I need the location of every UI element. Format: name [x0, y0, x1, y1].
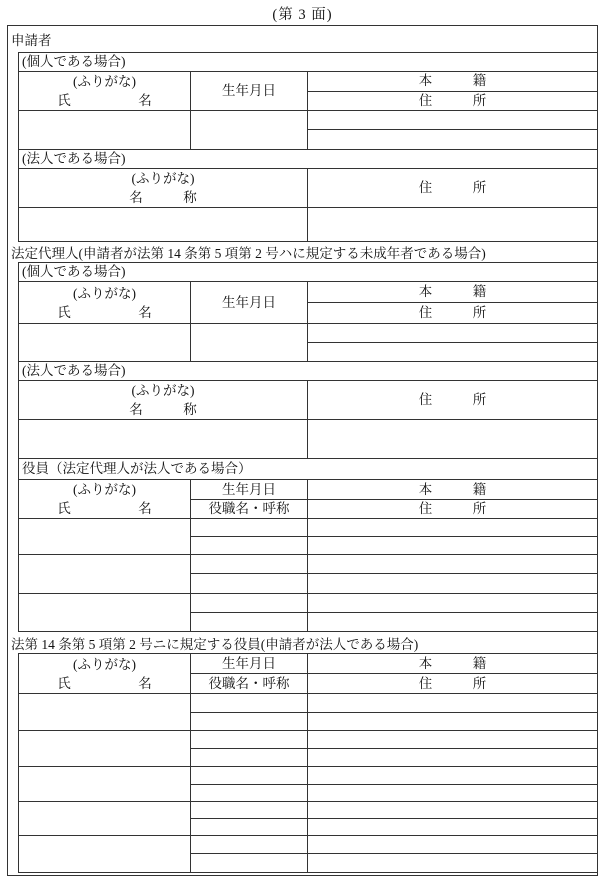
furigana-label: (ふりがな): [73, 482, 136, 497]
person-name-label: 氏 名: [57, 675, 152, 691]
domicile-entry-cell: [308, 594, 598, 613]
corp-name-label: 名 称: [129, 402, 197, 417]
domicile-header-cell: 本 籍: [308, 480, 598, 500]
position-entry-cell: [191, 749, 308, 767]
domicile-header-cell: 本 籍: [308, 72, 598, 92]
legal-rep-table: [18, 262, 598, 632]
domicile-entry-cell: [308, 111, 598, 130]
address-entry-cell: [308, 130, 598, 150]
address-entry-cell: [308, 819, 598, 836]
domicile-entry-cell: [308, 555, 598, 574]
address-entry-cell: [308, 854, 598, 873]
domicile-entry-cell: [308, 324, 598, 343]
address-entry-cell: [308, 613, 598, 632]
address-entry-cell: [308, 574, 598, 594]
person-name-header-cell: [19, 72, 191, 111]
officer-name-entry-cell: [19, 836, 191, 873]
corp-name-entry-cell: [19, 208, 308, 242]
domicile-header-cell: 本 籍: [308, 282, 598, 303]
address-header-cell: 住 所: [308, 674, 598, 694]
address-entry-cell: [308, 537, 598, 555]
birth-date-header-cell: 生年月日: [191, 72, 308, 111]
corp-name-header-cell: [19, 169, 308, 208]
officer-name-entry-cell: [19, 555, 191, 594]
officer-name-entry-cell: [19, 802, 191, 836]
individual-case-label: (個人である場合): [19, 263, 598, 282]
address-entry-cell: [308, 420, 598, 459]
corp-name-entry-cell: [19, 420, 308, 459]
address-entry-cell: [308, 713, 598, 731]
address-entry-cell: [308, 343, 598, 362]
person-name-label: 氏 名: [57, 304, 152, 320]
birth-date-header-cell: 生年月日: [191, 282, 308, 324]
birth-date-entry-cell: [191, 836, 308, 854]
furigana-label: (ふりがな): [131, 383, 195, 398]
officer-name-entry-cell: [19, 519, 191, 555]
article14-section-title: 法第 14 条第 5 項第 2 号ニに規定する役員(申請者が法人である場合): [11, 636, 419, 652]
address-header-cell: 住 所: [308, 91, 598, 111]
address-entry-cell: [308, 749, 598, 767]
domicile-entry-cell: [308, 802, 598, 819]
address-header-cell: 住 所: [308, 303, 598, 324]
birth-date-entry-cell: [191, 111, 308, 150]
position-entry-cell: [191, 613, 308, 632]
furigana-label: (ふりがな): [73, 285, 136, 301]
position-entry-cell: [191, 785, 308, 802]
birth-date-entry-cell: [191, 555, 308, 574]
domicile-entry-cell: [308, 519, 598, 537]
furigana-label: (ふりがな): [131, 171, 195, 186]
address-header-cell: 住 所: [308, 381, 598, 420]
position-entry-cell: [191, 574, 308, 594]
officer-name-entry-cell: [19, 731, 191, 767]
legal-rep-section-title: 法定代理人(申請者が法第 14 条第 5 項第 2 号ハに規定する未成年者である場合): [11, 246, 486, 261]
birth-date-entry-cell: [191, 594, 308, 613]
position-entry-cell: [191, 713, 308, 731]
form-outer-frame: [7, 25, 598, 876]
domicile-header-cell: 本 籍: [308, 654, 598, 674]
applicant-table: [18, 52, 598, 242]
address-entry-cell: [308, 208, 598, 242]
domicile-entry-cell: [308, 836, 598, 854]
birth-date-entry-cell: [191, 519, 308, 537]
birth-date-header-cell: 生年月日: [191, 654, 308, 674]
officer-name-entry-cell: [19, 767, 191, 802]
corp-name-label: 名 称: [129, 190, 197, 205]
person-name-header-cell: [19, 282, 191, 324]
domicile-entry-cell: [308, 731, 598, 749]
person-name-entry-cell: [19, 111, 191, 150]
domicile-entry-cell: [308, 694, 598, 713]
corporate-case-label: (法人である場合): [19, 362, 598, 381]
page-title: (第 3 面): [272, 7, 333, 23]
officer-name-header-cell: [19, 654, 191, 694]
position-header-cell: 役職名・呼称: [191, 674, 308, 694]
furigana-label: (ふりがな): [73, 656, 136, 672]
position-header-cell: 役職名・呼称: [191, 500, 308, 519]
person-name-entry-cell: [19, 324, 191, 362]
corp-name-header-cell: [19, 381, 308, 420]
domicile-entry-cell: [308, 767, 598, 785]
birth-date-entry-cell: [191, 694, 308, 713]
rep-officers-label: 役員（法定代理人が法人である場合）: [19, 459, 598, 480]
article14-officers-table: [18, 653, 598, 873]
person-name-label: 氏 名: [57, 93, 152, 108]
birth-date-entry-cell: [191, 324, 308, 362]
furigana-label: (ふりがな): [73, 74, 136, 89]
birth-date-entry-cell: [191, 767, 308, 785]
applicant-section-title: 申請者: [11, 33, 52, 48]
officer-name-header-cell: [19, 480, 191, 519]
birth-date-entry-cell: [191, 802, 308, 819]
officer-name-entry-cell: [19, 594, 191, 632]
address-entry-cell: [308, 785, 598, 802]
position-entry-cell: [191, 819, 308, 836]
position-entry-cell: [191, 537, 308, 555]
position-entry-cell: [191, 854, 308, 873]
corporate-case-label: (法人である場合): [19, 150, 598, 169]
birth-date-entry-cell: [191, 731, 308, 749]
individual-case-label: (個人である場合): [19, 53, 598, 72]
address-header-cell: 住 所: [308, 500, 598, 519]
officer-name-entry-cell: [19, 694, 191, 731]
person-name-label: 氏 名: [57, 501, 152, 516]
address-header-cell: 住 所: [308, 169, 598, 208]
birth-date-header-cell: 生年月日: [191, 480, 308, 500]
